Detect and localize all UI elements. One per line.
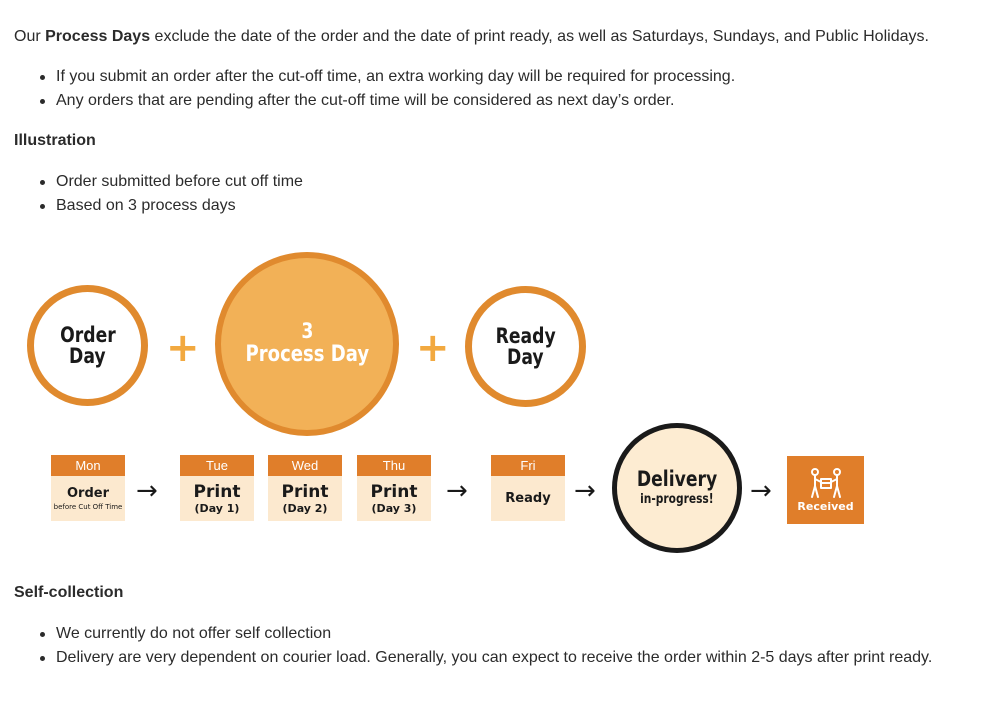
self-collection-list bbox=[38, 622, 932, 670]
arrow-right-icon: → bbox=[750, 476, 772, 506]
ready-day-circle: Ready Day bbox=[465, 286, 586, 407]
list-item: Delivery are very dependent on courier load. Generally, you can expect to receive the order within 2-5 days after print ready. bbox=[38, 646, 932, 670]
illustration-heading: Illustration bbox=[14, 132, 96, 149]
list-item: If you submit an order after the cut-off time, an extra working day will be required for processing. bbox=[38, 65, 735, 89]
illustration-list bbox=[38, 170, 303, 218]
order-day-circle: Order Day bbox=[27, 285, 148, 406]
list-item: Any orders that are pending after the cut-off time will be considered as next day’s order. bbox=[38, 89, 735, 113]
cutoff-rules-list bbox=[38, 65, 735, 113]
received-box: Received bbox=[787, 456, 864, 524]
list-item: We currently do not offer self collection bbox=[38, 622, 932, 646]
day-box-thu: Thu Print (Day 3) bbox=[357, 455, 431, 521]
arrow-right-icon: → bbox=[446, 476, 468, 506]
plus-sign: + bbox=[166, 325, 200, 371]
day-box-tue: Tue Print (Day 1) bbox=[180, 455, 254, 521]
list-item: Based on 3 process days bbox=[38, 194, 303, 218]
process-days-intro: Our Process Days exclude the date of the order and the date of print ready, as well as Saturdays, Sundays, and Public Holidays. bbox=[14, 28, 929, 45]
list-item: Order submitted before cut off time bbox=[38, 170, 303, 194]
plus-sign: + bbox=[416, 325, 450, 371]
arrow-right-icon: → bbox=[574, 476, 596, 506]
day-box-mon: Mon Order before Cut Off Time bbox=[51, 455, 125, 521]
parcel-handover-icon bbox=[806, 467, 846, 499]
arrow-right-icon: → bbox=[136, 476, 158, 506]
process-days-term: Process Days bbox=[45, 28, 151, 45]
self-collection-heading: Self-collection bbox=[14, 584, 124, 601]
day-box-wed: Wed Print (Day 2) bbox=[268, 455, 342, 521]
process-day-circle: 3 Process Day bbox=[215, 252, 399, 436]
day-box-fri: Fri Ready bbox=[491, 455, 565, 521]
delivery-circle: Delivery in-progress! bbox=[612, 423, 742, 553]
